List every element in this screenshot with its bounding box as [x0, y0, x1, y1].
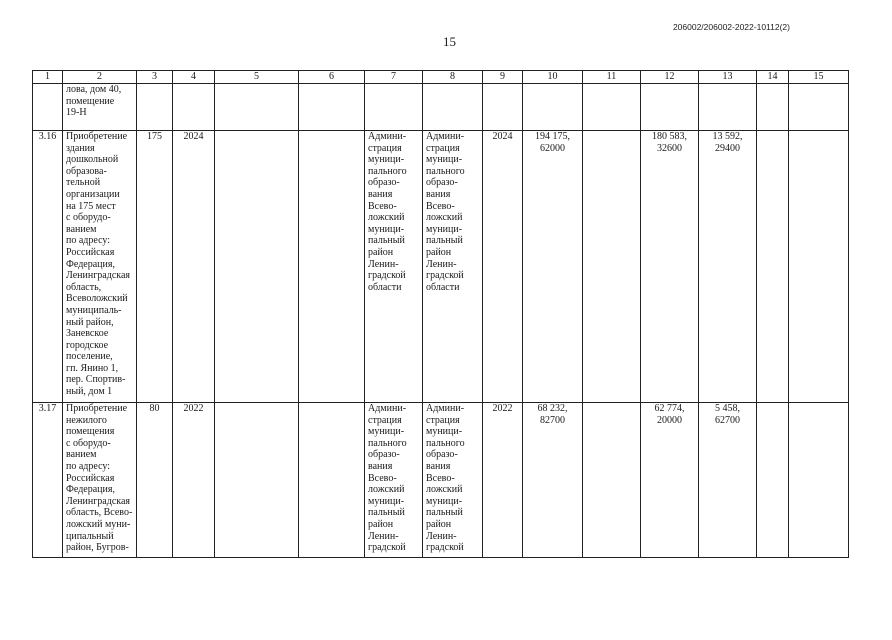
cell-customer: Админи- страция муници- пального образо- вания Всево- ложский муници- пальный район Ленин- градской — [365, 403, 423, 558]
cell-total-amount: 194 175, 62000 — [523, 131, 583, 403]
cell-item-number: 3.17 — [33, 403, 63, 558]
cell-col11 — [583, 131, 641, 403]
cell-amount-13: 5 458, 62700 — [699, 403, 757, 558]
column-number: 12 — [641, 71, 699, 84]
cell-col5 — [215, 84, 299, 131]
cell-item-name: лова, дом 40, помещение 19-Н — [63, 84, 137, 131]
column-number: 13 — [699, 71, 757, 84]
cell-col15 — [789, 84, 849, 131]
column-number: 11 — [583, 71, 641, 84]
cell-year-completion: 2024 — [483, 131, 523, 403]
cell-year: 2024 — [173, 131, 215, 403]
column-number: 2 — [63, 71, 137, 84]
cell-item-number: 3.16 — [33, 131, 63, 403]
data-table — [32, 70, 849, 558]
cell-year — [173, 84, 215, 131]
table-row-continuation — [33, 84, 849, 131]
column-number: 8 — [423, 71, 483, 84]
cell-amount-12 — [641, 84, 699, 131]
cell-col11 — [583, 403, 641, 558]
column-number: 6 — [299, 71, 365, 84]
cell-col14 — [757, 131, 789, 403]
table-row — [33, 403, 849, 558]
cell-year: 2022 — [173, 403, 215, 558]
cell-capacity — [137, 84, 173, 131]
cell-amount-12: 62 774, 20000 — [641, 403, 699, 558]
cell-item-number — [33, 84, 63, 131]
cell-capacity: 175 — [137, 131, 173, 403]
column-number: 15 — [789, 71, 849, 84]
cell-col15 — [789, 131, 849, 403]
cell-col14 — [757, 84, 789, 131]
cell-item-name: Приобретение здания дошкольной образова- тельной организации на 175 мест с оборудо- ванием по адресу: Российская Федерация, Ленинградская область, Всеволожский муниципаль- ный район, Заневское городское поселение, гп. Янино 1, пер. Спортив- ный, дом 1 — [63, 131, 137, 403]
column-number-row — [33, 71, 849, 84]
cell-customer: Админи- страция муници- пального образо- вания Всево- ложский муници- пальный район Ленин- градской области — [365, 131, 423, 403]
column-number: 1 — [33, 71, 63, 84]
page-number: 15 — [443, 34, 456, 49]
cell-developer — [423, 84, 483, 131]
cell-col11 — [583, 84, 641, 131]
cell-developer: Админи- страция муници- пального образо- вания Всево- ложский муници- пальный район Ленин- градской — [423, 403, 483, 558]
column-number: 4 — [173, 71, 215, 84]
cell-col5 — [215, 131, 299, 403]
cell-developer: Админи- страция муници- пального образо- вания Всево- ложский муници- пальный район Ленин- градской области — [423, 131, 483, 403]
column-number: 14 — [757, 71, 789, 84]
column-number: 3 — [137, 71, 173, 84]
cell-col15 — [789, 403, 849, 558]
cell-amount-13: 13 592, 29400 — [699, 131, 757, 403]
cell-year-completion — [483, 84, 523, 131]
cell-customer — [365, 84, 423, 131]
table-row — [33, 131, 849, 403]
cell-col6 — [299, 403, 365, 558]
cell-amount-12: 180 583, 32600 — [641, 131, 699, 403]
cell-col14 — [757, 403, 789, 558]
cell-amount-13 — [699, 84, 757, 131]
cell-item-name: Приобретение нежилого помещения с оборудо- ванием по адресу: Российская Федерация, Ленинградская область, Всево- ложский муни- ципальный район, Бугров- — [63, 403, 137, 558]
column-number: 10 — [523, 71, 583, 84]
cell-col5 — [215, 403, 299, 558]
cell-total-amount: 68 232, 82700 — [523, 403, 583, 558]
column-number: 5 — [215, 71, 299, 84]
cell-capacity: 80 — [137, 403, 173, 558]
cell-col6 — [299, 84, 365, 131]
cell-year-completion: 2022 — [483, 403, 523, 558]
cell-col6 — [299, 131, 365, 403]
document-registration-number: 206002/206002-2022-10112(2) — [672, 22, 790, 32]
column-number: 7 — [365, 71, 423, 84]
column-number: 9 — [483, 71, 523, 84]
cell-total-amount — [523, 84, 583, 131]
